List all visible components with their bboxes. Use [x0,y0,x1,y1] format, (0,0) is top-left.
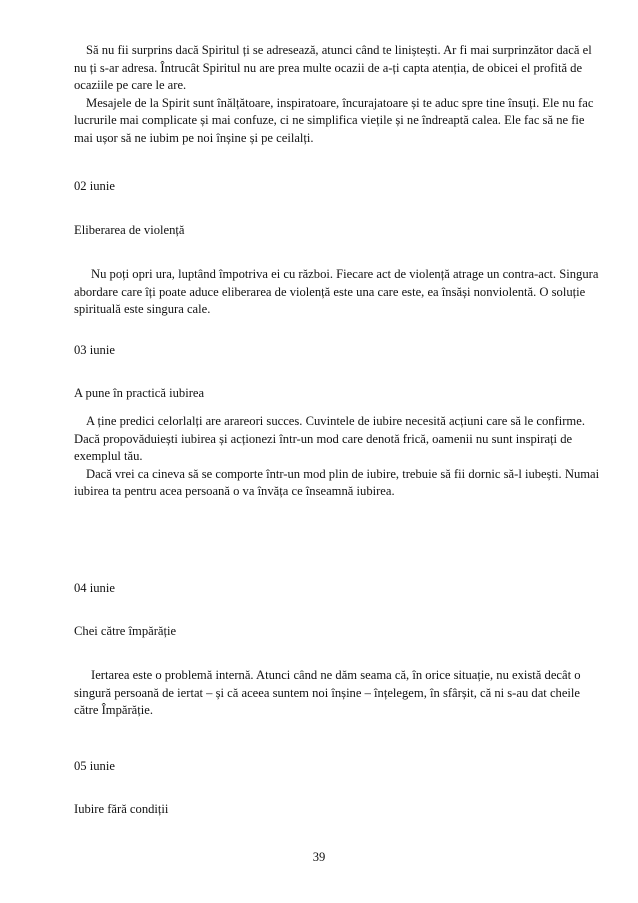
entry-title-june-03: A pune în practică iubirea [74,386,205,400]
intro-paragraph-1: Să nu fii surprins dacă Spiritul ți se adresează, atunci când te liniștești. Ar fi mai surprinzător dacă el nu ți s-ar adresa. Întrucât Spiritul nu are prea multe ocazii de a-ți capta atenția, de obicei el profită de ocaziile pe care le are. [74,43,592,93]
entry-paragraph: Iertarea este o problemă internă. Atunci când ne dăm seama că, în orice situație, nu există decât o singură persoană de iertat – și că aceea suntem noi înșine – înțelegem, în sfârșit, că ni s-au dat cheile către Împărăție. [74,668,581,718]
entry-paragraph: Dacă vrei ca cineva să se comporte într-un mod plin de iubire, trebuie să fii dornic să-l iubești. Numai iubirea ta pentru acea persoană o va învăța ce înseamnă iubirea. [74,466,600,499]
entry-body-june-03 [74,413,602,501]
entry-date-june-04: 04 iunie [74,581,115,595]
entry-paragraph: Nu poți opri ura, luptând împotriva ei cu război. Fiecare act de violență atrage un contra-act. Singura abordare care îți poate aduce eliberarea de violență este una care este, ea însăși nonviolentă. O soluție spirituală este singura cale. [74,267,599,317]
entry-title-june-02: Eliberarea de violență [74,223,185,237]
entry-date-june-02: 02 iunie [74,179,115,193]
intro-paragraph-2: Mesajele de la Spirit sunt înălțătoare, inspiratoare, încurajatoare și te aduc spre tine însuți. Ele nu fac lucrurile mai complicate și mai confuze, ci ne simplifica viețile și ne îndreaptă calea. Ele fac să ne fie mai ușor să ne iubim pe noi înșine și pe ceilalți. [74,95,594,145]
intro-section [74,42,602,148]
entry-title-june-04: Chei către împărăție [74,624,177,638]
entry-title-june-05: Iubire fără condiții [74,802,169,816]
entry-body-june-04 [74,667,602,720]
entry-date-june-03: 03 iunie [74,343,115,357]
entry-paragraph: A ține predici celorlalți are arareori succes. Cuvintele de iubire necesită acțiuni care să le confirme. Dacă propovăduiești iubirea și acționezi într-un mod care denotă frică, oamenii nu sunt inspirați de exemplul tău. [74,414,585,464]
page-number: 39 [312,850,326,864]
entry-date-june-05: 05 iunie [74,759,115,773]
entry-body-june-02 [74,266,602,319]
